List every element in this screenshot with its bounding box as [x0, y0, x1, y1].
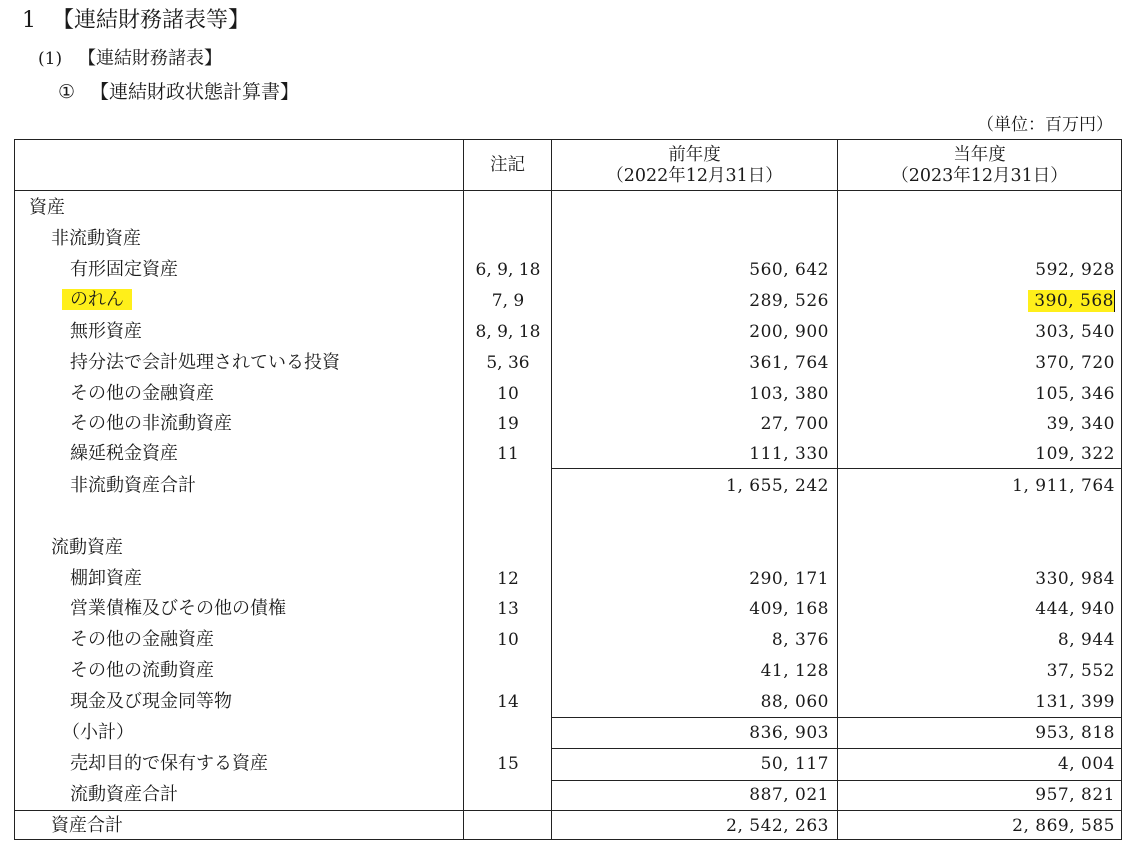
row-label: その他の金融資産 [70, 629, 214, 650]
row-note: 10 [497, 630, 519, 650]
rule-current-total [551, 780, 1121, 781]
rule-noncurrent-total [551, 468, 1121, 469]
row-note: 15 [497, 754, 519, 774]
row-prev-value: 88, 060 [760, 692, 829, 712]
row-label: その他の非流動資産 [70, 413, 232, 434]
row-curr-value: 2, 869, 585 [1012, 816, 1115, 836]
heading-2-number: (1) [38, 49, 63, 69]
row-label: のれん [62, 289, 132, 310]
row-prev-value: 50, 117 [760, 754, 829, 774]
rule-held-for-sale [551, 748, 1121, 749]
row-note: 10 [497, 384, 519, 404]
row-label: その他の金融資産 [70, 383, 214, 404]
row-prev-value: 361, 764 [749, 353, 829, 373]
row-label: 資産合計 [51, 815, 123, 836]
row-note: 5, 36 [486, 353, 530, 373]
header-divider [15, 190, 1121, 191]
row-curr-value: 131, 399 [1035, 692, 1115, 712]
row-curr-value: 953, 818 [1035, 723, 1115, 743]
row-curr-value: 4, 004 [1057, 754, 1115, 774]
row-curr-value: 303, 540 [1035, 322, 1115, 342]
row-curr-value: 39, 340 [1046, 414, 1115, 434]
row-prev-value: 111, 330 [749, 444, 829, 464]
row-label: 流動資産合計 [70, 784, 178, 805]
row-prev-value: 836, 903 [749, 723, 829, 743]
row-prev-value: 1, 655, 242 [726, 476, 829, 496]
row-label: 営業債権及びその他の債権 [70, 598, 286, 619]
row-label: 棚卸資産 [70, 568, 142, 589]
header-prev-title: 前年度 [668, 145, 721, 165]
unit-label: （単位：百万円） [977, 115, 1113, 135]
rule-subtotal [551, 717, 1121, 718]
row-note: 6, 9, 18 [475, 260, 541, 280]
row-label: 流動資産 [51, 537, 123, 558]
row-prev-value: 560, 642 [749, 260, 829, 280]
row-prev-value: 41, 128 [760, 661, 829, 681]
header-curr-title: 当年度 [953, 145, 1006, 165]
row-curr-value: 330, 984 [1035, 569, 1115, 589]
row-note: 11 [497, 444, 519, 464]
row-label: 売却目的で保有する資産 [70, 753, 268, 774]
row-note: 19 [497, 414, 519, 434]
heading-2-text: 【連結財務諸表】 [78, 48, 222, 69]
row-label: その他の流動資産 [70, 660, 214, 681]
balance-sheet-table [14, 139, 1122, 840]
row-prev-value: 409, 168 [749, 599, 829, 619]
row-label: 非流動資産 [51, 228, 141, 249]
row-label-highlighted [62, 289, 132, 311]
row-note: 7, 9 [491, 291, 525, 311]
row-curr-value: 592, 928 [1035, 260, 1115, 280]
row-prev-value: 289, 526 [749, 291, 829, 311]
row-note: 13 [497, 599, 519, 619]
row-label: （小計） [62, 722, 134, 743]
column-divider-label [463, 140, 464, 839]
row-curr-value: 109, 322 [1035, 444, 1115, 464]
row-note: 8, 9, 18 [475, 322, 541, 342]
row-prev-value: 8, 376 [771, 630, 829, 650]
row-curr-value: 370, 720 [1035, 353, 1115, 373]
row-note: 14 [497, 692, 519, 712]
header-curr-date: （2023年12月31日） [891, 166, 1068, 186]
row-label: 持分法で会計処理されている投資 [70, 352, 340, 373]
row-curr-value: 444, 940 [1035, 599, 1115, 619]
header-note: 注記 [490, 155, 525, 175]
heading-2 [38, 46, 222, 72]
row-label: 非流動資産合計 [70, 475, 196, 496]
row-label: 有形固定資産 [70, 259, 178, 280]
heading-3-number: ① [58, 81, 76, 103]
row-prev-value: 887, 021 [749, 785, 829, 805]
row-curr-value: 957, 821 [1035, 785, 1115, 805]
row-curr-value: 390, 568 [1028, 290, 1115, 312]
heading-3-text: 【連結財政状態計算書】 [90, 81, 300, 103]
rule-total-assets [15, 810, 1121, 811]
row-curr-value: 105, 346 [1035, 384, 1115, 404]
row-note: 12 [497, 569, 519, 589]
row-label: 繰延税金資産 [70, 443, 178, 464]
row-label: 無形資産 [70, 321, 142, 342]
row-curr-value: 1, 911, 764 [1012, 476, 1115, 496]
row-prev-value: 200, 900 [749, 322, 829, 342]
row-curr-value: 8, 944 [1057, 630, 1115, 650]
header-prev-date: （2022年12月31日） [606, 166, 783, 186]
row-prev-value: 103, 380 [749, 384, 829, 404]
row-label: 資産 [29, 197, 65, 218]
heading-1-text: 【連結財務諸表等】 [52, 8, 251, 33]
heading-1 [22, 6, 250, 36]
row-prev-value: 290, 171 [749, 569, 829, 589]
row-curr-value: 37, 552 [1046, 661, 1115, 681]
row-prev-value: 27, 700 [760, 414, 829, 434]
heading-3 [58, 79, 299, 105]
heading-1-number: 1 [22, 8, 36, 33]
row-prev-value: 2, 542, 263 [726, 816, 829, 836]
row-curr-value-highlighted [838, 290, 1115, 312]
row-label: 現金及び現金同等物 [70, 691, 232, 712]
